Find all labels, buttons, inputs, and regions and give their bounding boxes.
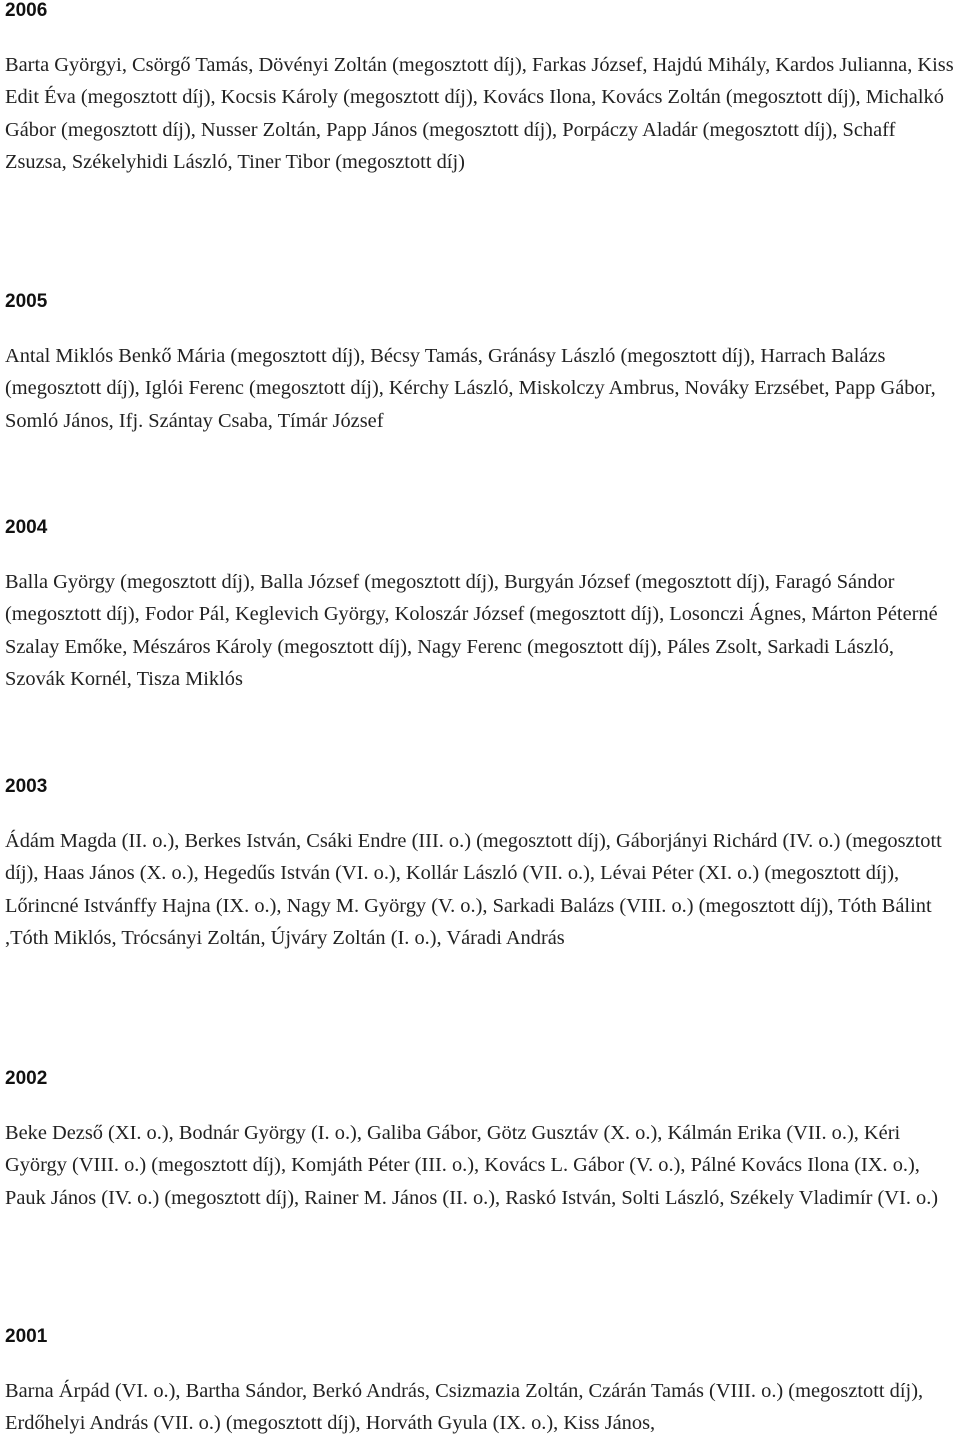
award-section-2001 — [5, 1326, 955, 1440]
year-heading: 2006 — [5, 0, 48, 21]
award-section-2006 — [5, 0, 955, 179]
laureates-paragraph: Barta Györgyi, Csörgő Tamás, Dövényi Zoltán (megosztott díj), Farkas József, Hajdú Mihály, Kardos Julianna, Kiss Edit Éva (megosztott díj), Kocsis Károly (megosztott díj), Kovács Ilona, Kovács Zoltán (megosztott díj), Michalkó Gábor (megosztott díj), Nusser Zoltán, Papp János (megosztott díj), Porpáczy Aladár (megosztott díj), Schaff Zsuzsa, Székelyhidi László, Tiner Tibor (megosztott díj) — [5, 54, 954, 174]
year-heading: 2001 — [5, 1326, 48, 1347]
year-heading: 2002 — [5, 1068, 48, 1089]
award-section-2004 — [5, 517, 955, 696]
laureates-paragraph: Beke Dezső (XI. o.), Bodnár György (I. o.), Galiba Gábor, Götz Gusztáv (X. o.), Kálmán Erika (VII. o.), Kéri György (VIII. o.) (megosztott díj), Komjáth Péter (III. o.), Kovács L. Gábor (V. o.), Pálné Kovács Ilona (IX. o.), Pauk János (IV. o.) (megosztott díj), Rainer M. János (II. o.), Raskó István, Solti László, Székely Vladimír (VI. o.) — [5, 1122, 939, 1209]
laureates-paragraph: Antal Miklós Benkő Mária (megosztott díj), Bécsy Tamás, Gránásy László (megosztott díj), Harrach Balázs (megosztott díj), Iglói Ferenc (megosztott díj), Kérchy László, Miskolczy Ambrus, Nováky Erzsébet, Papp Gábor, Somló János, Ifj. Szántay Csaba, Tímár József — [5, 345, 936, 432]
award-section-2002 — [5, 1068, 955, 1214]
laureates-paragraph: Balla György (megosztott díj), Balla József (megosztott díj), Burgyán József (megosztott díj), Faragó Sándor (megosztott díj), Fodor Pál, Keglevich György, Koloszár József (megosztott díj), Losonczi Ágnes, Márton Péterné Szalay Emőke, Mészáros Károly (megosztott díj), Nagy Ferenc (megosztott díj), Páles Zsolt, Sarkadi László, Szovák Kornél, Tisza Miklós — [5, 571, 938, 691]
laureates-paragraph: Ádám Magda (II. o.), Berkes István, Csáki Endre (III. o.) (megosztott díj), Gáborjányi Richárd (IV. o.) (megosztott díj), Haas János (X. o.), Hegedűs István (VI. o.), Kollár László (VII. o.), Lévai Péter (XI. o.) (megosztott díj), Lőrincné Istvánffy Hajna (IX. o.), Nagy M. György (V. o.), Sarkadi Balázs (VIII. o.) (megosztott díj), Tóth Bálint ,Tóth Miklós, Trócsányi Zoltán, Újváry Zoltán (I. o.), Váradi András — [5, 830, 942, 950]
award-section-2003 — [5, 776, 955, 955]
year-heading: 2003 — [5, 776, 48, 797]
year-heading: 2005 — [5, 291, 48, 312]
laureates-paragraph: Barna Árpád (VI. o.), Bartha Sándor, Berkó András, Csizmazia Zoltán, Czárán Tamás (VIII. o.) (megosztott díj), Erdőhelyi András (VII. o.) (megosztott díj), Horváth Gyula (IX. o.), Kiss János, — [5, 1380, 924, 1435]
award-section-2005 — [5, 291, 955, 437]
year-heading: 2004 — [5, 517, 48, 538]
